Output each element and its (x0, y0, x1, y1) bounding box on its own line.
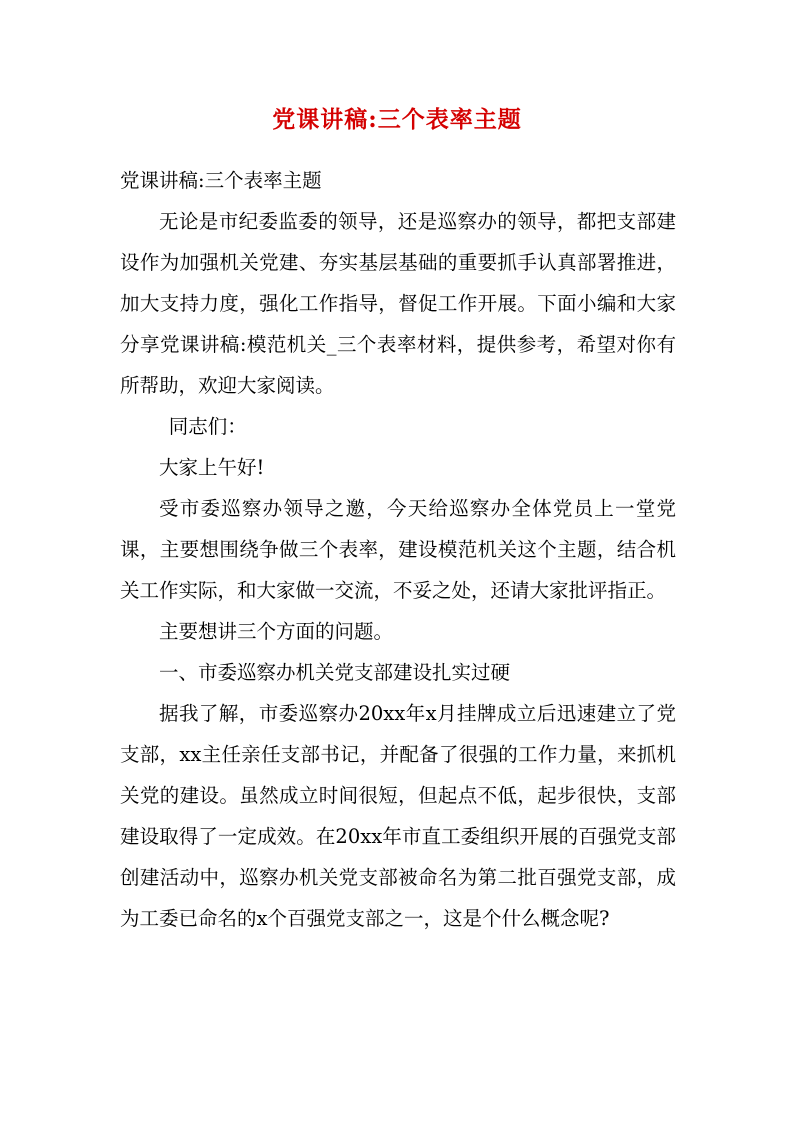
section-heading-one: 一、市委巡察办机关党支部建设扎实过硬 (159, 661, 511, 684)
paragraph-party-branch: 据我了解，市委巡察办20xx年x月挂牌成立后迅速建立了党支部，xx主任亲任支部书记，并配备了很强的工作力量，来抓机关党的建设。虽然成立时间很短，但起点不低，起步很快，支部建设取得了一定成效。在20xx年市直工委组织开展的百强党支部创建活动中，巡察办机关党支部被命名为第二批百强党支部，成为工委已命名的x个百强党支部之一，这是个什么概念呢? (120, 702, 676, 930)
subtitle-line: 党课讲稿:三个表率主题 (120, 169, 322, 192)
paragraph-three-issues: 主要想讲三个方面的问题。 (159, 620, 394, 643)
paragraph-greeting-comrades: 同志们： (168, 415, 247, 438)
paragraph-invitation: 受市委巡察办领导之邀，今天给巡察办全体党员上一堂党课，主要想围绕争做三个表率，建设模范机关这个主题，结合机关工作实际，和大家做一交流，不妥之处，还请大家批评指正。 (120, 497, 676, 602)
paragraph-greeting-morning: 大家上午好! (159, 456, 265, 479)
document-body (120, 160, 676, 939)
document-title: 党课讲稿:三个表率主题 (272, 106, 522, 133)
paragraph-intro: 无论是市纪委监委的领导，还是巡察办的领导，都把支部建设作为加强机关党建、夯实基层基础的重要抓手认真部署推进，加大支持力度，强化工作指导，督促工作开展。下面小编和大家分享党课讲稿:模范机关_三个表率材料，提供参考，希望对你有所帮助，欢迎大家阅读。 (120, 210, 676, 397)
